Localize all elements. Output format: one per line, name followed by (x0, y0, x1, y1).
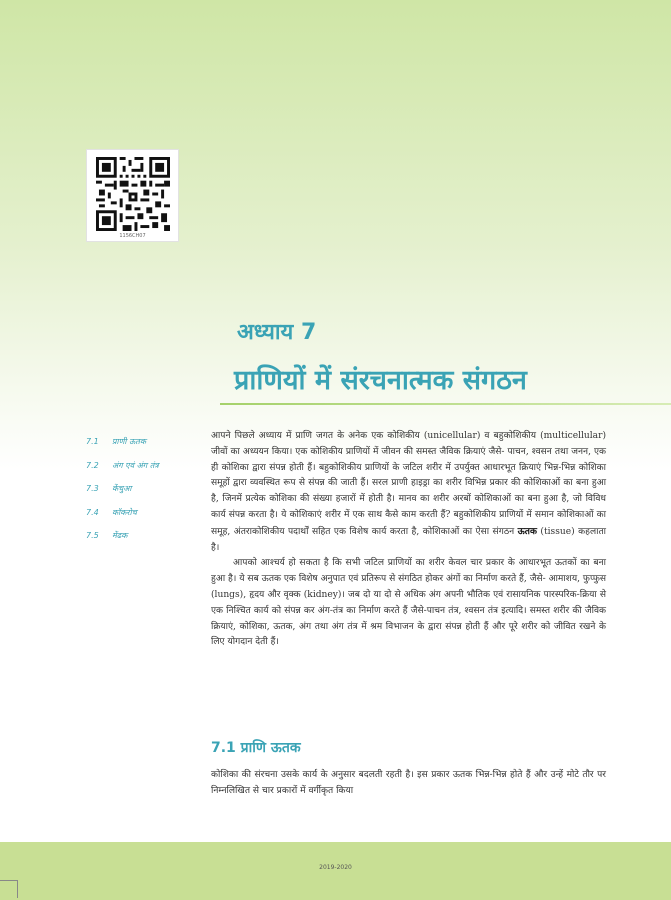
page-footer (0, 842, 671, 900)
key-term: ऊतक (517, 525, 537, 537)
toc-number: 7.4 (86, 507, 99, 517)
toc-label: मेंढक (112, 531, 128, 541)
qr-caption: 1156CH07 (119, 233, 146, 239)
intro-text-part: आपने पिछले अध्याय में प्राणि जगत के अनेक एक कोशिकीय (unicellular) व बहुकोशिकीय (multicellular) जीवों का अध्ययन किया। एक कोशिकीय प्राणियों में जीवन की समस्त जैविक क्रियाएं जैसे- पाचन, श्वसन तथा जनन, एक ही कोशिका द्वारा संपन्न होती हैं। बहुकोशिकीय प्राणियों के जटिल शरीर में उपर्युक्त आधारभूत क्रियाएं भिन्न-भिन्न कोशिका समूहों द्वारा व्यवस्थित रूप से संपन्न की जाती हैं। सरल प्राणी हाइड्रा का शरीर विभिन्न प्रकार की कोशिकाओं का बना हुआ है, जिनमें प्रत्येक कोशिका की संख्या हजारों में होती है। मानव का शरीर अरबों कोशिकाओं का बना हुआ है, जो विविध कार्य संपन्न करता है। ये कोशिकाएं शरीर में एक साथ कैसे काम करती हैं? बहुकोशिकीय प्राणियों में समान कोशिकाओं का समूह, अंतराकोशिकीय पदार्थों सहित एक विशेष कार्य करता है, कोशिकाओं का ऐसा संगठन (211, 431, 606, 537)
intro-paragraph-1 (211, 429, 606, 556)
intro-text-part: (tissue) कहलाता है। (211, 526, 607, 553)
toc-label: केंचुआ (112, 484, 132, 494)
intro-paragraph-2: आपको आश्चर्य हो सकता है कि सभी जटिल प्राणियों का शरीर केवल चार प्रकार के आधारभूत ऊतकों का बना हुआ है। ये सब ऊतक एक विशेष अनुपात एवं प्रतिरूप से संगठित होकर अंगों का निर्माण करते हैं, जैसे- आमाशय, फुप्फुस (lungs), हृदय और वृक्क (kidney)। जब दो या दो से अधिक अंग अपनी भौतिक एवं रासायनिक पारस्परिक-क्रिया से एक निश्चित कार्य को संपन्न कर अंग-तंत्र का निर्माण करते हैं जैसे-पाचन तंत्र, श्वसन तंत्र इत्यादि। समस्त शरीर की जैविक क्रियाएं, कोशिका, ऊतक, अंग तथा अंग तंत्र में श्रम विभाजन के द्वारा संपन्न होती हैं और पूरे शरीर को जीवित रखने के लिए योगदान देती हैं। (211, 558, 606, 648)
qr-code-image (96, 157, 170, 231)
toc-number: 7.5 (86, 531, 99, 541)
crop-mark (0, 880, 18, 898)
intro-text (211, 429, 606, 651)
qr-code (86, 149, 179, 242)
toc-item-7-1[interactable] (86, 430, 198, 454)
title-divider (220, 403, 671, 405)
toc-item-7-3[interactable] (86, 477, 198, 501)
toc-item-7-5[interactable] (86, 524, 198, 548)
chapter-contents (86, 430, 198, 548)
chapter-title: प्राणियों में संरचनात्मक संगठन (234, 365, 527, 396)
toc-label: अंग एवं अंग तंत्र (112, 460, 159, 470)
toc-label: प्राणी ऊतक (112, 437, 147, 447)
section-heading: 7.1 प्राणि ऊतक (211, 740, 301, 756)
toc-number: 7.3 (86, 484, 99, 494)
footer-year: 2019-2020 (319, 864, 352, 871)
section-paragraph: कोशिका की संरचना उसके कार्य के अनुसार बदलती रहती है। इस प्रकार ऊतक भिन्न-भिन्न होते हैं और उन्हें मोटे तौर पर निम्नलिखित से चार प्रकारों में वर्गीकृत किया (211, 770, 606, 796)
toc-number: 7.2 (86, 460, 99, 470)
toc-label: कॉकरोच (112, 507, 137, 517)
chapter-label: अध्याय 7 (237, 320, 317, 345)
toc-item-7-2[interactable] (86, 454, 198, 478)
toc-item-7-4[interactable] (86, 501, 198, 525)
toc-number: 7.1 (86, 437, 99, 447)
